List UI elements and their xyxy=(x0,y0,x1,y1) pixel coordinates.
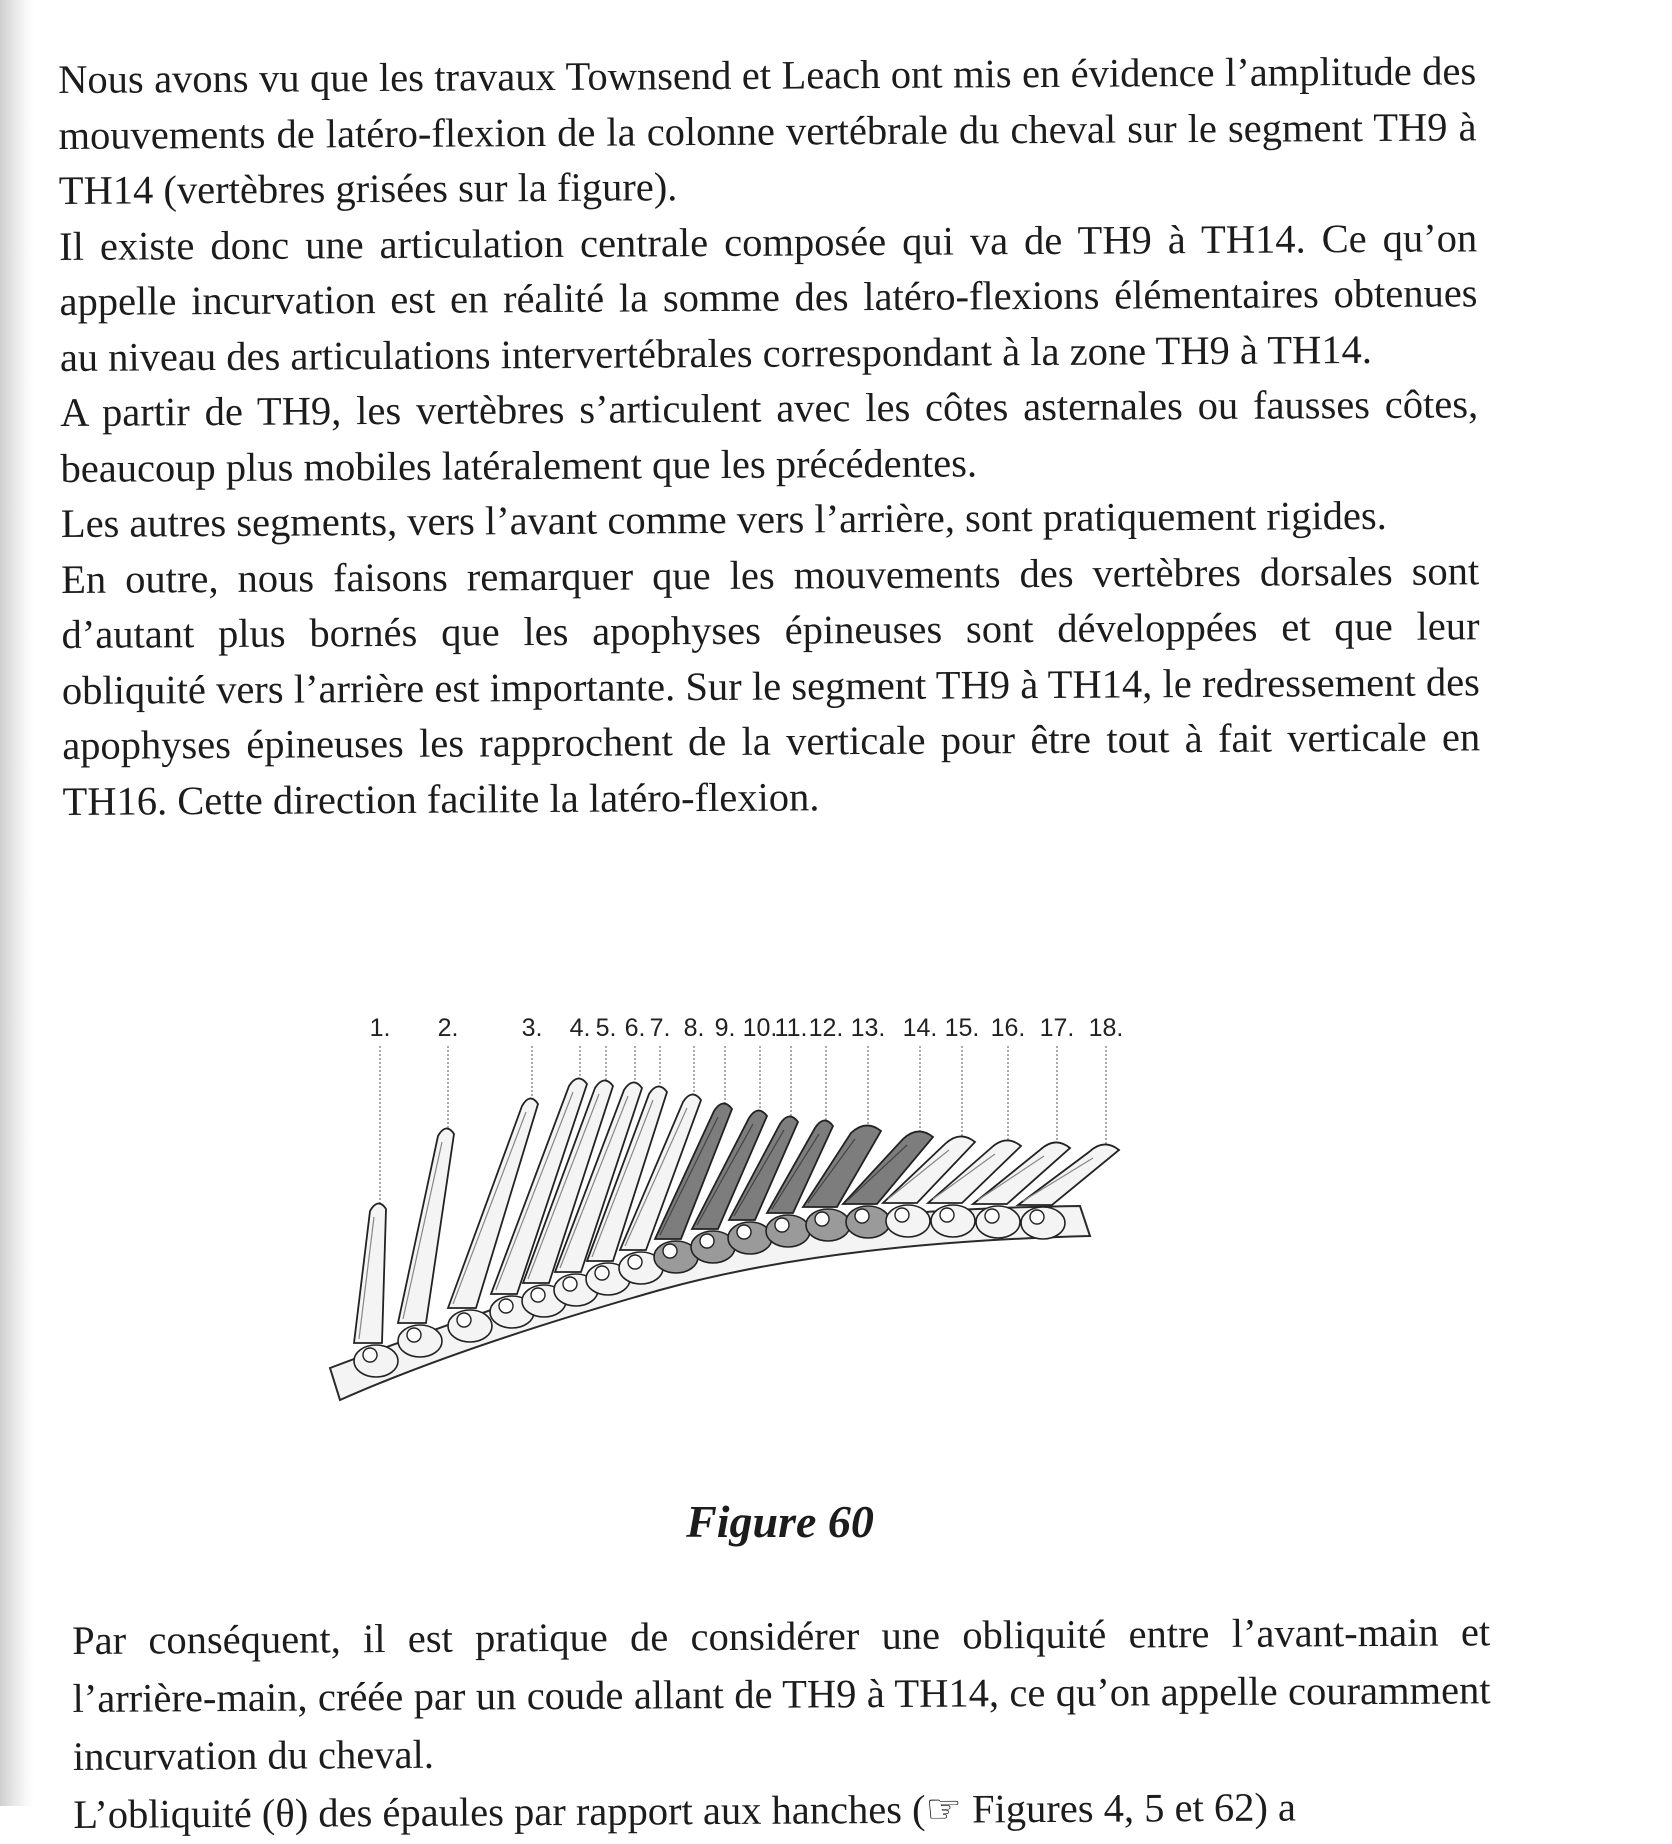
vertebra-label: 3. xyxy=(521,1014,543,1042)
articular-process xyxy=(363,1348,377,1362)
vertebral-column-figure xyxy=(320,1008,1260,1468)
vertebra-label: 9. xyxy=(714,1014,736,1042)
articular-process xyxy=(457,1313,471,1327)
vertebra-body xyxy=(354,1345,398,1377)
articular-process xyxy=(815,1212,829,1226)
articular-process xyxy=(1030,1210,1044,1224)
vertebra-labels xyxy=(370,1014,1124,1042)
articular-process xyxy=(737,1225,751,1239)
articular-process xyxy=(563,1277,577,1291)
vertebra-label: 10. xyxy=(742,1014,778,1042)
articular-process xyxy=(940,1208,954,1222)
vertebra-body xyxy=(1021,1207,1065,1239)
paragraph: Il existe donc une articulation centrale composée qui va de TH9 à TH14. Ce qu’on appelle incurvation est en réalité la somme des latéro-flexions élémentaires obtenues au niveau des articulations intervertébrales correspondant à la zone TH9 à TH14. xyxy=(59,214,1478,380)
vertebra-label: 13. xyxy=(850,1014,886,1042)
vertebra-body xyxy=(766,1215,810,1247)
paragraph: Nous avons vu que les travaux Townsend et Leach ont mis en évidence l’amplitude des mouvements de latéro-flexion de la colonne vertébrale du cheval sur le segment TH9 à TH14 (vertèbres grisées sur la figure). xyxy=(58,48,1477,213)
vertebra-label: 1. xyxy=(369,1014,391,1042)
vertebra-label: 2. xyxy=(437,1014,459,1042)
articular-process xyxy=(531,1288,545,1302)
spinous-process xyxy=(398,1128,454,1323)
cut-off-text: L’obliquité (θ) des épaules par rapport aux hanches (☞ Figures 4, 5 et 62) a xyxy=(73,1784,1297,1837)
articular-process xyxy=(985,1209,999,1223)
spine-body xyxy=(330,1205,1090,1400)
articular-process xyxy=(775,1218,789,1232)
vertebra-label: 12. xyxy=(808,1014,844,1042)
vertebra-body xyxy=(398,1325,442,1357)
articular-process xyxy=(700,1234,714,1248)
spinous-process xyxy=(354,1203,386,1343)
vertebra-body xyxy=(976,1206,1020,1238)
vertebra-body xyxy=(448,1310,492,1342)
vertebra-label: 7. xyxy=(649,1014,671,1042)
articular-process xyxy=(628,1255,642,1269)
vertebra-label: 18. xyxy=(1088,1014,1124,1042)
articular-process xyxy=(595,1266,609,1280)
paragraph: En outre, nous faisons remarquer que les mouvements des vertèbres dorsales sont d’autant plus bornés que les apophyses épineuses sont développées et que leur obliquité vers l’arrière est importante. Sur le segment TH9 à TH14, le redressement des apophyses épineuses les rapprochent de la verticale pour être tout à fait verticale en TH16. Cette direction facilite la latéro-flexion. xyxy=(61,547,1481,824)
vertebra-label: 17. xyxy=(1039,1014,1075,1042)
vertebra-label: 4. xyxy=(569,1014,591,1042)
body-text xyxy=(58,43,1481,829)
vertebra-label: 15. xyxy=(944,1014,980,1042)
vertebra-body xyxy=(846,1206,890,1238)
vertebra-body xyxy=(886,1205,930,1237)
articular-process xyxy=(407,1328,421,1342)
articular-process xyxy=(895,1208,909,1222)
vertebra-label: 6. xyxy=(624,1014,646,1042)
vertebra-label: 14. xyxy=(902,1014,938,1042)
spine-illustration xyxy=(320,1008,1260,1468)
paragraph: A partir de TH9, les vertèbres s’articulent avec les côtes asternales ou fausses côtes, beaucoup plus mobiles latéralement que les précédentes. xyxy=(60,381,1479,491)
figure-caption: Figure 60 xyxy=(686,1496,874,1547)
vertebra-label: 11. xyxy=(774,1014,808,1042)
vertebra-label: 8. xyxy=(683,1014,705,1042)
articular-process xyxy=(663,1244,677,1258)
paragraph: Par conséquent, il est pratique de considérer une obliquité entre l’avant-main et l’arrière-main, créée par un coude allant de TH9 à TH14, ce qu’on appelle couramment incurvation du cheval. xyxy=(72,1609,1491,1779)
vertebra-body xyxy=(806,1209,850,1241)
vertebra-body xyxy=(931,1205,975,1237)
vertebra-label: 16. xyxy=(990,1014,1026,1042)
articular-process xyxy=(499,1299,513,1313)
body-text-bottom xyxy=(72,1603,1491,1837)
vertebra-label: 5. xyxy=(595,1014,617,1042)
vertebra-body xyxy=(728,1222,772,1254)
paragraph: Les autres segments, vers l’avant comme vers l’arrière, sont pratiquement rigides. xyxy=(60,492,1387,546)
articular-process xyxy=(855,1209,869,1223)
